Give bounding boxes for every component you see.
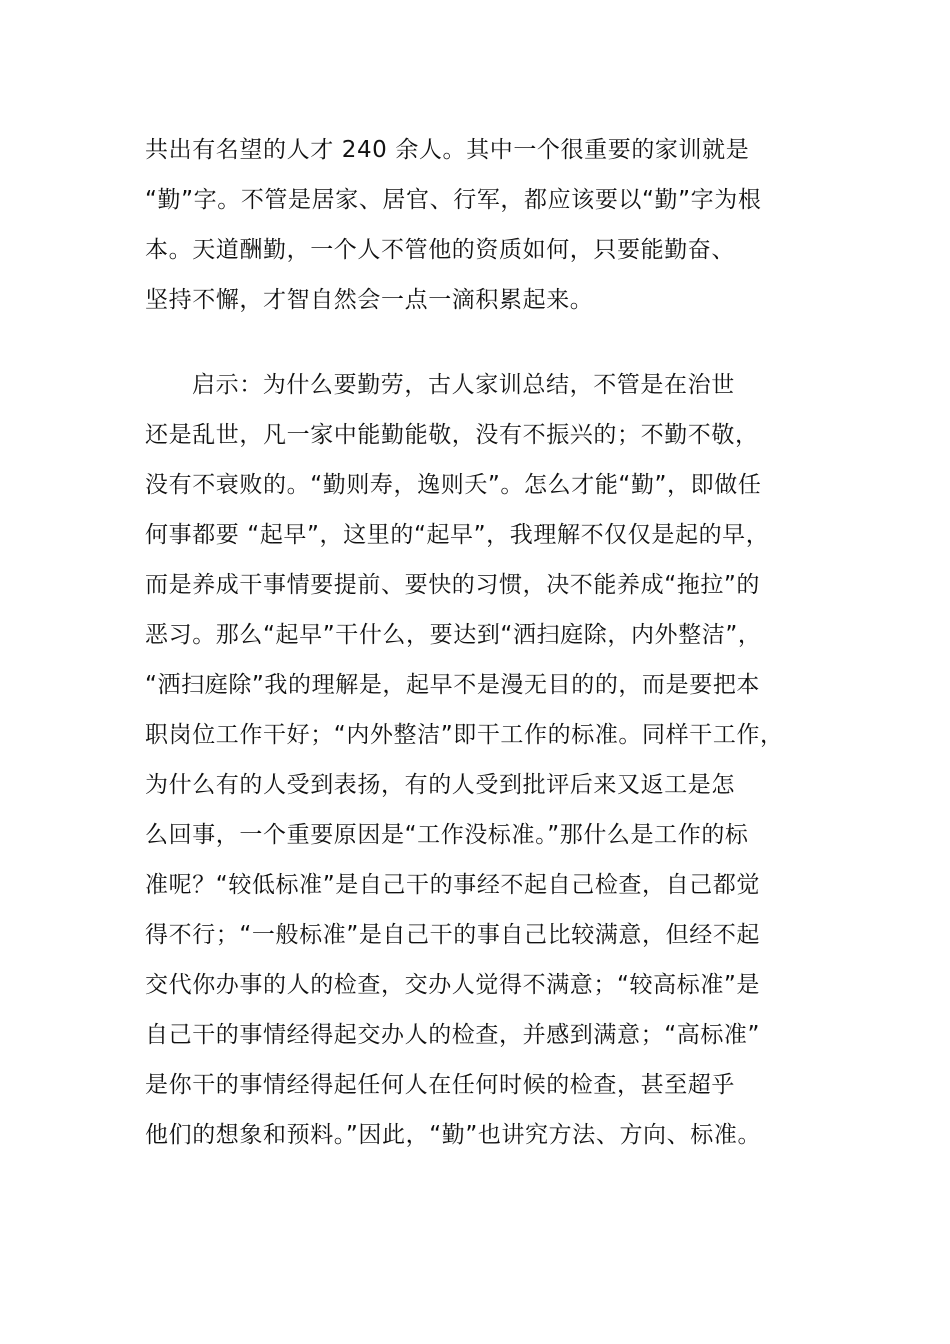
text-line: 么回事，一个重要原因是“工作没标准。”那什么是工作的标 — [145, 822, 749, 848]
text-line: 交代你办事的人的检查，交办人觉得不满意；“较高标准”是 — [145, 972, 761, 998]
text-line: 坚持不懈，才智自然会一点一滴积累起来。 — [145, 287, 594, 313]
text-line: 本。天道酬勤，一个人不管他的资质如何，只要能勤奋、 — [145, 237, 735, 263]
text-line: 自己干的事情经得起交办人的检查，并感到满意；“高标准” — [145, 1022, 761, 1048]
text-line: 为什么有的人受到表扬，有的人受到批评后来又返工是怎 — [145, 772, 735, 798]
text-line: 得不行；“一般标准”是自己干的事自己比较满意，但经不起 — [145, 922, 761, 948]
text-line: 没有不衰败的。“勤则寿，逸则夭”。怎么才能“勤”，即做任 — [145, 472, 762, 498]
text-line: “洒扫庭除”我的理解是，起早不是漫无目的的，而是要把本 — [145, 672, 761, 698]
text-line: 而是养成干事情要提前、要快的习惯，决不能养成“拖拉”的 — [145, 572, 761, 598]
text-line: 职岗位工作干好；“内外整洁”即干工作的标准。同样干工作， — [145, 722, 784, 748]
text-line: 是你干的事情经得起任何人在任何时候的检查，甚至超乎 — [145, 1072, 735, 1098]
text-line: “勤”字。不管是居家、居官、行军，都应该要以“勤”字为根 — [145, 187, 762, 213]
text-line: 准呢？“较低标准”是自己干的事经不起自己检查，自己都觉 — [145, 872, 761, 898]
text-line: 启示：为什么要勤劳，古人家训总结，不管是在治世 — [192, 372, 735, 398]
text-line: 共出有名望的人才 240 余人。其中一个很重要的家训就是 — [145, 137, 750, 163]
text-line: 何事都要 “起早”，这里的“起早”，我理解不仅仅是起的早， — [145, 522, 770, 548]
text-line: 恶习。那么“起早”干什么，要达到“洒扫庭除，内外整洁”， — [145, 622, 762, 648]
text-line: 他们的想象和预料。”因此，“勤”也讲究方法、方向、标准。 — [145, 1122, 762, 1148]
text-line: 还是乱世，凡一家中能勤能敬，没有不振兴的；不勤不敬， — [145, 422, 759, 448]
